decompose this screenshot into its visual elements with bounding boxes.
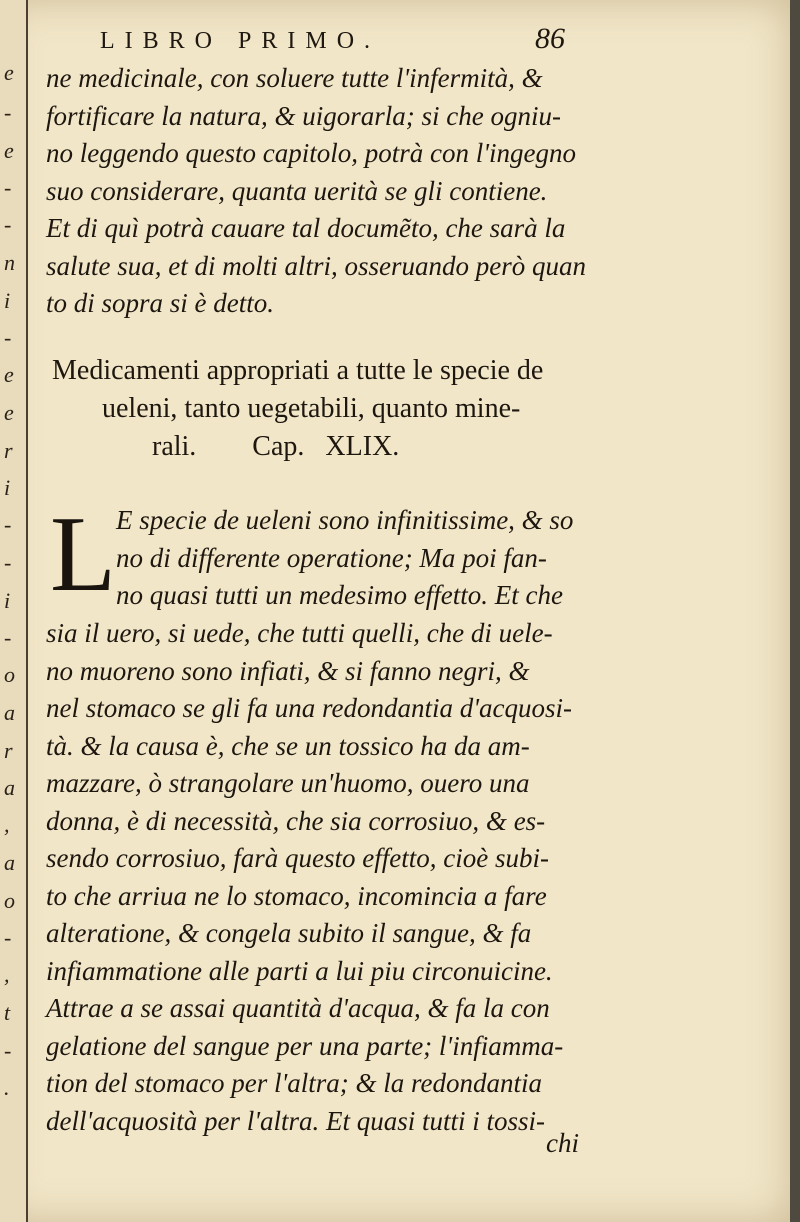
margin-fragment: t (4, 1000, 11, 1025)
text-line: nel stomaco se gli fa una redondantia d'acquosi- (46, 693, 572, 723)
catchword: chi (546, 1128, 579, 1158)
page-header (100, 22, 580, 62)
text-line: mazzare, ò strangolare un'huomo, ouero una (46, 768, 530, 798)
paragraph-continued (46, 60, 636, 323)
drop-cap-initial: L (50, 495, 116, 614)
text-line: ne medicinale, con soluere tutte l'infermità, & (46, 63, 543, 93)
paragraph-body (46, 615, 636, 1140)
heading-line: rali. Cap. XLIX. (152, 431, 400, 462)
margin-fragment: a (4, 775, 15, 800)
margin-fragment: i (4, 475, 11, 500)
margin-fragment: - (4, 175, 12, 200)
text-line: fortificare la natura, & uigorarla; si che ogniu- (46, 100, 561, 131)
heading-line: Medicamenti appropriati a tutte le specie de (52, 355, 544, 386)
margin-fragment: e (4, 138, 14, 163)
margin-fragment: . (4, 1075, 10, 1100)
page-edge-shadow (790, 0, 800, 1222)
margin-fragment: e (4, 400, 14, 425)
text-line: Attrae a se assai quantità d'acqua, & fa la con (46, 993, 550, 1023)
text-line: sendo corrosiuo, farà questo effetto, cioè subi- (46, 843, 549, 873)
text-line: no muoreno sono infiati, & si fanno negri, & (46, 655, 530, 686)
margin-fragment: - (4, 212, 12, 237)
paragraph-opening (116, 502, 636, 615)
text-line: dell'acquosità per l'altra. Et quasi tutti i tossi- (46, 1105, 546, 1136)
text-line: alteratione, & congela subito il sangue, & fa (46, 918, 532, 948)
margin-fragment: r (4, 738, 13, 763)
text-line: gelatione del sangue per una parte; l'infiamma- (46, 1030, 564, 1061)
margin-fragment: - (4, 100, 12, 125)
margin-fragment: i (4, 588, 11, 613)
text-line: suo considerare, quanta uerità se gli contiene. (46, 175, 548, 206)
text-line: no leggendo questo capitolo, potrà con l'ingegno (46, 138, 576, 168)
text-line: tion del stomaco per l'altra; & la redondantia (46, 1068, 542, 1098)
text-line: infiammatione alle parti a lui piu circonuicine. (46, 955, 553, 986)
margin-fragment: - (4, 1038, 12, 1063)
margin-fragment: a (4, 700, 15, 725)
margin-fragment: , (4, 962, 10, 987)
margin-fragment: - (4, 550, 12, 575)
text-line: Et di quì potrà cauare tal documẽto, che sarà la (46, 213, 566, 243)
text-line: donna, è di necessità, che sia corrosiuo, & es- (46, 805, 546, 836)
margin-fragment: i (4, 288, 11, 313)
margin-fragment: , (4, 812, 10, 837)
margin-fragment: e (4, 362, 14, 387)
heading-line: ueleni, tanto uegetabili, quanto mine- (102, 393, 521, 424)
chapter-heading (52, 352, 642, 466)
margin-fragment: - (4, 925, 12, 950)
margin-fragment: e (4, 60, 14, 85)
facing-page-margin (0, 0, 28, 1222)
margin-fragment: o (4, 888, 15, 913)
running-title: LIBRO PRIMO. (100, 28, 381, 54)
text-line: tà. & la causa è, che se un tossico ha da am- (46, 730, 530, 761)
text-line: salute sua, et di molti altri, osseruando però quan (46, 250, 586, 281)
margin-fragment: - (4, 625, 12, 650)
text-line: to che arriua ne lo stomaco, incomincia a fare (46, 880, 547, 911)
text-line: sia il uero, si uede, che tutti quelli, che di uele- (46, 618, 553, 648)
text-line: no di differente operatione; Ma poi fan- (116, 542, 547, 573)
margin-fragment: r (4, 438, 13, 463)
page-number: 86 (535, 22, 565, 55)
margin-fragment: - (4, 325, 12, 350)
margin-fragment: - (4, 512, 12, 537)
text-line: no quasi tutti un medesimo effetto. Et che (116, 580, 563, 610)
text-line: E specie de ueleni sono infinitissime, & so (116, 505, 574, 535)
margin-fragment: a (4, 850, 15, 875)
margin-fragment: n (4, 250, 15, 275)
text-line: to di sopra si è detto. (46, 288, 274, 318)
margin-fragment: o (4, 662, 15, 687)
